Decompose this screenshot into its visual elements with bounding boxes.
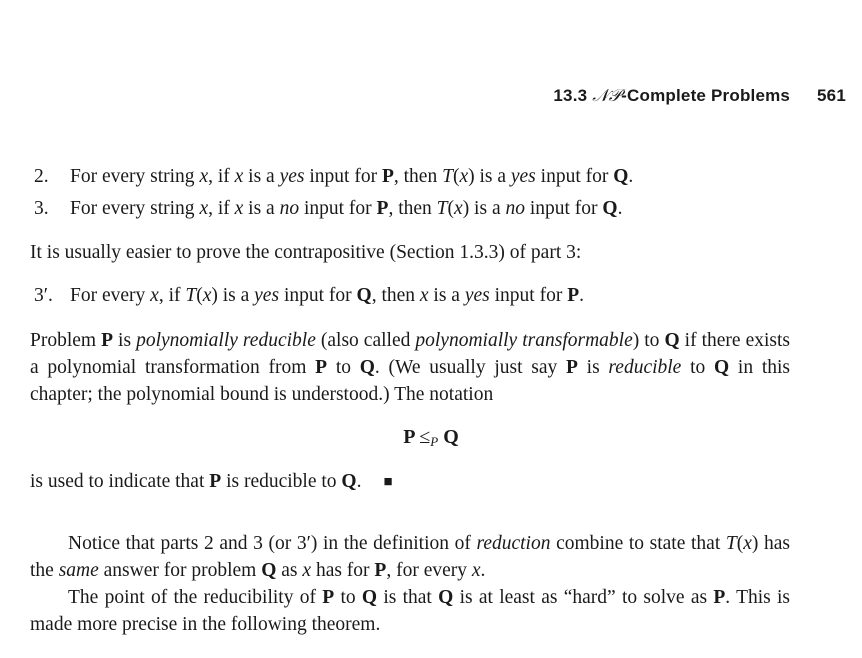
list-item-number: 3.: [34, 198, 49, 219]
list-item-number: 2.: [34, 166, 49, 187]
list-item-3: 3. For every string x, if x is a no input for P, then T(x) is a no input for Q.: [30, 198, 790, 220]
term-polynomially-transformable: polynomially transformable: [415, 330, 633, 351]
running-header: [553, 86, 846, 106]
contrapositive-sentence: It is usually easier to prove the contrapositive (Section 1.3.3) of part 3:: [30, 242, 582, 263]
section-title: -Complete Problems: [621, 86, 791, 105]
list-item-number: 3′.: [34, 285, 53, 306]
notation-explanation: is used to indicate that P is reducible to Q. ■: [30, 471, 393, 492]
definition-paragraph: Problem P is polynomially reducible (also called polynomially transformable) to Q if there exists a polynomial transformation from P to Q. (We usually just say P is reducible to Q in this chapter; the polynomial bound is understood.) The notation: [30, 330, 790, 405]
page-number: 561: [817, 86, 846, 105]
section-number: 13.3: [553, 86, 588, 105]
np-symbol: 𝒩𝒫: [592, 86, 622, 106]
end-of-definition-icon: ■: [383, 474, 393, 490]
list-item-3-prime: 3′. For every x, if T(x) is a yes input for Q, then x is a yes input for P.: [30, 285, 790, 307]
list-item-2: 2. For every string x, if x is a yes input for P, then T(x) is a yes input for Q.: [30, 166, 790, 188]
term-polynomially-reducible: polynomially reducible: [136, 330, 316, 351]
paragraph-hardness-note: The point of the reducibility of P to Q is that Q is at least as “hard” to solve as P. This is made more precise in the following theorem.: [30, 587, 791, 635]
term-reducible: reducible: [608, 357, 682, 378]
notation-display: $P \le_P$ Q: [403, 426, 459, 449]
paragraph-reduction-note: Notice that parts 2 and 3 (or 3′) in the definition of reduction combine to state that T(x) has the same answer for problem Q as x has for P, for every x.: [30, 533, 790, 581]
